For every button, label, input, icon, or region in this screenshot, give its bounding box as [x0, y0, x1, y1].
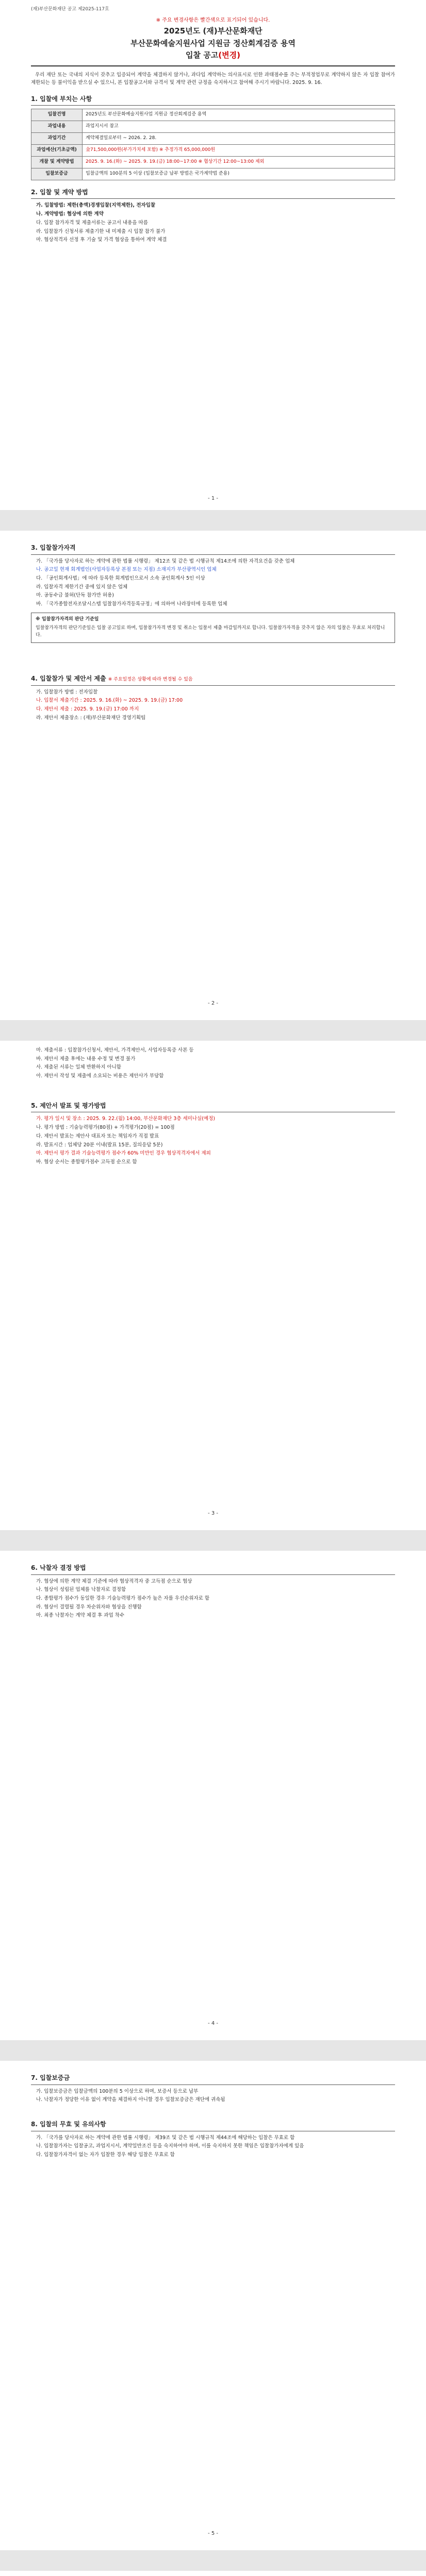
table-row	[31, 156, 395, 168]
row-key: 입찰건명	[31, 109, 83, 121]
row-key: 과업기간	[31, 133, 83, 145]
page-break	[0, 1530, 426, 1551]
page-number: - 2 -	[208, 1001, 218, 1006]
row-key: 개찰 및 계약방법	[31, 156, 83, 168]
section-7-heading: 7. 입찰보증금	[31, 2073, 395, 2085]
section-4-heading	[31, 674, 395, 686]
list-item: 사. 제출된 서류는 일체 반환하지 아니함	[36, 1064, 121, 1071]
list-item: 나. 낙찰자가 정당한 이유 없이 계약을 체결하지 아니할 경우 입찰보증금은 재단에 귀속됨	[36, 2097, 225, 2103]
list-item: 다. 제안서 제출 : 2025. 9. 19.(금) 17:00 까지	[36, 706, 139, 713]
list-item: 다. 「공인회계사법」에 따라 등록한 회계법인으로서 소속 공인회계사 5인 이상	[36, 575, 205, 582]
list-item: 가. 입찰보증금은 입찰금액의 100분의 5 이상으로 하며, 보증서 등으로 납부	[36, 2088, 199, 2094]
table-row	[31, 168, 395, 180]
title-note: ※ 주요 변경사항은 빨간색으로 표기되어 있습니다.	[156, 17, 270, 23]
row-value: 金71,500,000원(부가가치세 포함) ※ 추정가격 65,000,000원	[83, 145, 395, 157]
title-rule	[31, 65, 395, 66]
box-title: ※ 입찰참가자격의 판단 기준일	[36, 616, 99, 622]
row-value: 계약체결일로부터 ~ 2026. 2. 28.	[83, 133, 395, 145]
row-value: 입찰금액의 100분의 5 이상 (입찰보증금 납부 방법은 국가계약법 준용)	[83, 168, 395, 180]
table-row	[31, 133, 395, 145]
list-item: 나. 입찰참가자는 입찰공고, 과업지시서, 계약일반조건 등을 숙지하여야 하며, 이를 숙지하지 못한 책임은 입찰참가자에게 있음	[36, 2143, 304, 2149]
list-item: 나. 평가 방법 : 기술능력평가(80점) + 가격평가(20점) = 100점	[36, 1125, 175, 1131]
title-main: 부산문화예술지원사업 지원금 정산회계검증 용역	[130, 38, 296, 48]
section-4-title: 4. 입찰참가 및 제안서 제출	[31, 674, 106, 682]
notice-number: (재)부산문화재단 공고 제2025-117호	[31, 7, 109, 12]
box-text: 입찰참가자격의 판단기준일은 입찰 공고일로 하며, 입찰참가자격 변경 및 취소는 입찰서 제출 마감일까지로 합니다. 입찰참가자격을 갖추지 않은 자의 입찰은 무효로 처리합니다.	[36, 625, 385, 638]
list-item: 바. 협상 순서는 종합평가점수 고득점 순으로 함	[36, 1159, 137, 1165]
page-break	[0, 2040, 426, 2061]
page-break	[0, 1020, 426, 1041]
row-key: 과업예산(기초금액)	[31, 145, 83, 157]
list-item: 다. 종합평가 점수가 동일한 경우 기술능력평가 점수가 높은 자를 우선순위자로 함	[36, 1596, 210, 1602]
list-item: 가. 평가 일시 및 장소 : 2025. 9. 22.(월) 14:00, 부산문화재단 3층 세미나실(예정)	[36, 1116, 215, 1122]
list-item: 가. 「국가를 당사자로 하는 계약에 관한 법률 시행령」 제39조 및 같은 법 시행규칙 제44조에 해당하는 입찰은 무효로 함	[36, 2134, 295, 2141]
title-year: 2025년도 (재)부산문화재단	[163, 26, 263, 36]
row-key: 입찰보증금	[31, 168, 83, 180]
list-item: 마. 공동수급 불허(단독 참가만 허용)	[36, 592, 114, 599]
list-item: 라. 제안서 제출장소 : (재)부산문화재단 경영기획팀	[36, 715, 146, 721]
list-item: 나. 협상이 성립된 업체를 낙찰자로 결정함	[36, 1587, 126, 1593]
page-number: - 5 -	[208, 2531, 218, 2536]
section-6-heading: 6. 낙찰자 결정 방법	[31, 1563, 395, 1575]
list-item: 라. 입찰자격 제한기간 중에 있지 않은 업체	[36, 584, 128, 590]
list-item: 가. 입찰방법: 제한(총액)경쟁입찰(지역제한), 전자입찰	[36, 202, 156, 209]
table-row	[31, 121, 395, 133]
title-sub	[0, 49, 426, 61]
list-item: 라. 발표시간 : 업체당 20분 이내(발표 15분, 질의응답 5분)	[36, 1142, 163, 1148]
table-row	[31, 145, 395, 157]
page-2	[0, 536, 426, 1006]
row-value: 2025년도 부산문화예술지원사업 지원금 정산회계검증 용역	[83, 109, 395, 121]
page-break	[0, 2550, 426, 2571]
table-row	[31, 109, 395, 121]
section-2-heading: 2. 입찰 및 계약 방법	[31, 188, 395, 199]
list-item: 마. 제안서 평가 결과 기술능력평가 점수가 60% 미만인 경우 협상적격자에서 제외	[36, 1150, 211, 1157]
eligibility-note-box	[31, 613, 395, 643]
intro-paragraph: 우리 재단 또는 국내의 지식이 갖추고 입증되어 계약을 체결하지 않거나, 과다입 계약하는 의사표시로 인한 과태점수를 주는 부적정업무로 계약하지 않은 자 입찰 참여가 제한되는 등 불이익을 받으실 수 있으니, 본 입찰공고서와 규격서 및 계약 관련 규정을 숙지하시고 참여해 주시기 바랍니다. 2025. 9. 16.	[31, 72, 395, 86]
row-value: 과업지시서 참고	[83, 121, 395, 133]
list-item: 마. 제출서류 : 입찰참가신청서, 제안서, 가격제안서, 사업자등록증 사본 등	[36, 1047, 194, 1053]
bid-info-table	[31, 109, 395, 180]
list-item: 다. 입찰참가자격이 없는 자가 입찰한 경우 해당 입찰은 무효로 함	[36, 2152, 175, 2158]
page-1	[0, 0, 426, 501]
list-item: 라. 입찰참가 신청서류 제출기한 내 미제출 시 입찰 참가 불가	[36, 228, 166, 234]
section-8-heading: 8. 입찰의 무효 및 유의사항	[31, 2120, 395, 2131]
list-item: 가. 「국가를 당사자로 하는 계약에 관한 법률 시행령」 제12조 및 같은 법 시행규칙 제14조에 의한 자격요건을 갖춘 업체	[36, 558, 295, 564]
list-item: 가. 협상에 의한 계약 체결 기준에 따라 협상적격자 중 고득점 순으로 협상	[36, 1578, 192, 1584]
list-item: 다. 입찰 참가자격 및 제출서류는 공고서 내용을 따름	[36, 219, 148, 226]
section-4-note: ※ 주요일정은 상황에 따라 변경될 수 있음	[108, 676, 193, 682]
page-3	[0, 1046, 426, 1516]
row-value: 2025. 9. 16.(화) ~ 2025. 9. 19.(금) 18:00~17:00 ※ 협상기간 12:00~13:00 제외	[83, 156, 395, 168]
list-item: 가. 입찰참가 방법 : 전자입찰	[36, 689, 98, 695]
page-break	[0, 510, 426, 531]
row-key: 과업내용	[31, 121, 83, 133]
section-3-heading: 3. 입찰참가자격	[31, 543, 395, 555]
list-item: 다. 제안서 발표는 제안사 대표자 또는 책임자가 직접 발표	[36, 1133, 159, 1139]
list-item: 아. 제안서 작성 및 제출에 소요되는 비용은 제안사가 부담함	[36, 1073, 164, 1079]
list-item: 마. 협상적격자 선정 후 기술 및 가격 협상을 통하여 계약 체결	[36, 237, 167, 243]
title-sub-text: 입찰 공고	[186, 50, 219, 60]
list-item: 나. 입찰서 제출기간 : 2025. 9. 16.(화) ~ 2025. 9. 19.(금) 17:00	[36, 698, 183, 704]
list-item: 마. 최종 낙찰자는 계약 체결 후 과업 착수	[36, 1613, 124, 1619]
list-item: 바. 제안서 제출 후에는 내용 수정 및 변경 불가	[36, 1056, 136, 1062]
page-4	[0, 1556, 426, 2026]
section-1-heading: 1. 입찰에 부치는 사항	[31, 94, 395, 106]
page-number: - 1 -	[208, 496, 218, 501]
page-number: - 4 -	[208, 2021, 218, 2026]
section-5-heading: 5. 제안서 발표 및 평가방법	[31, 1101, 395, 1113]
list-item: 바. 「국가종합전자조달시스템 입찰참가자격등록규정」에 의하여 나라장터에 등록한 업체	[36, 601, 227, 607]
page-number: - 3 -	[208, 1511, 218, 1516]
list-item: 라. 협상이 결렬될 경우 차순위자와 협상을 진행함	[36, 1604, 142, 1610]
title-sub-change: (변경)	[218, 50, 240, 60]
list-item: 나. 공고일 현재 회계법인(사업자등록상 본점 또는 지점) 소재지가 부산광역시인 업체	[36, 567, 217, 573]
list-item: 나. 계약방법: 협상에 의한 계약	[36, 211, 104, 217]
page-5	[0, 2066, 426, 2536]
